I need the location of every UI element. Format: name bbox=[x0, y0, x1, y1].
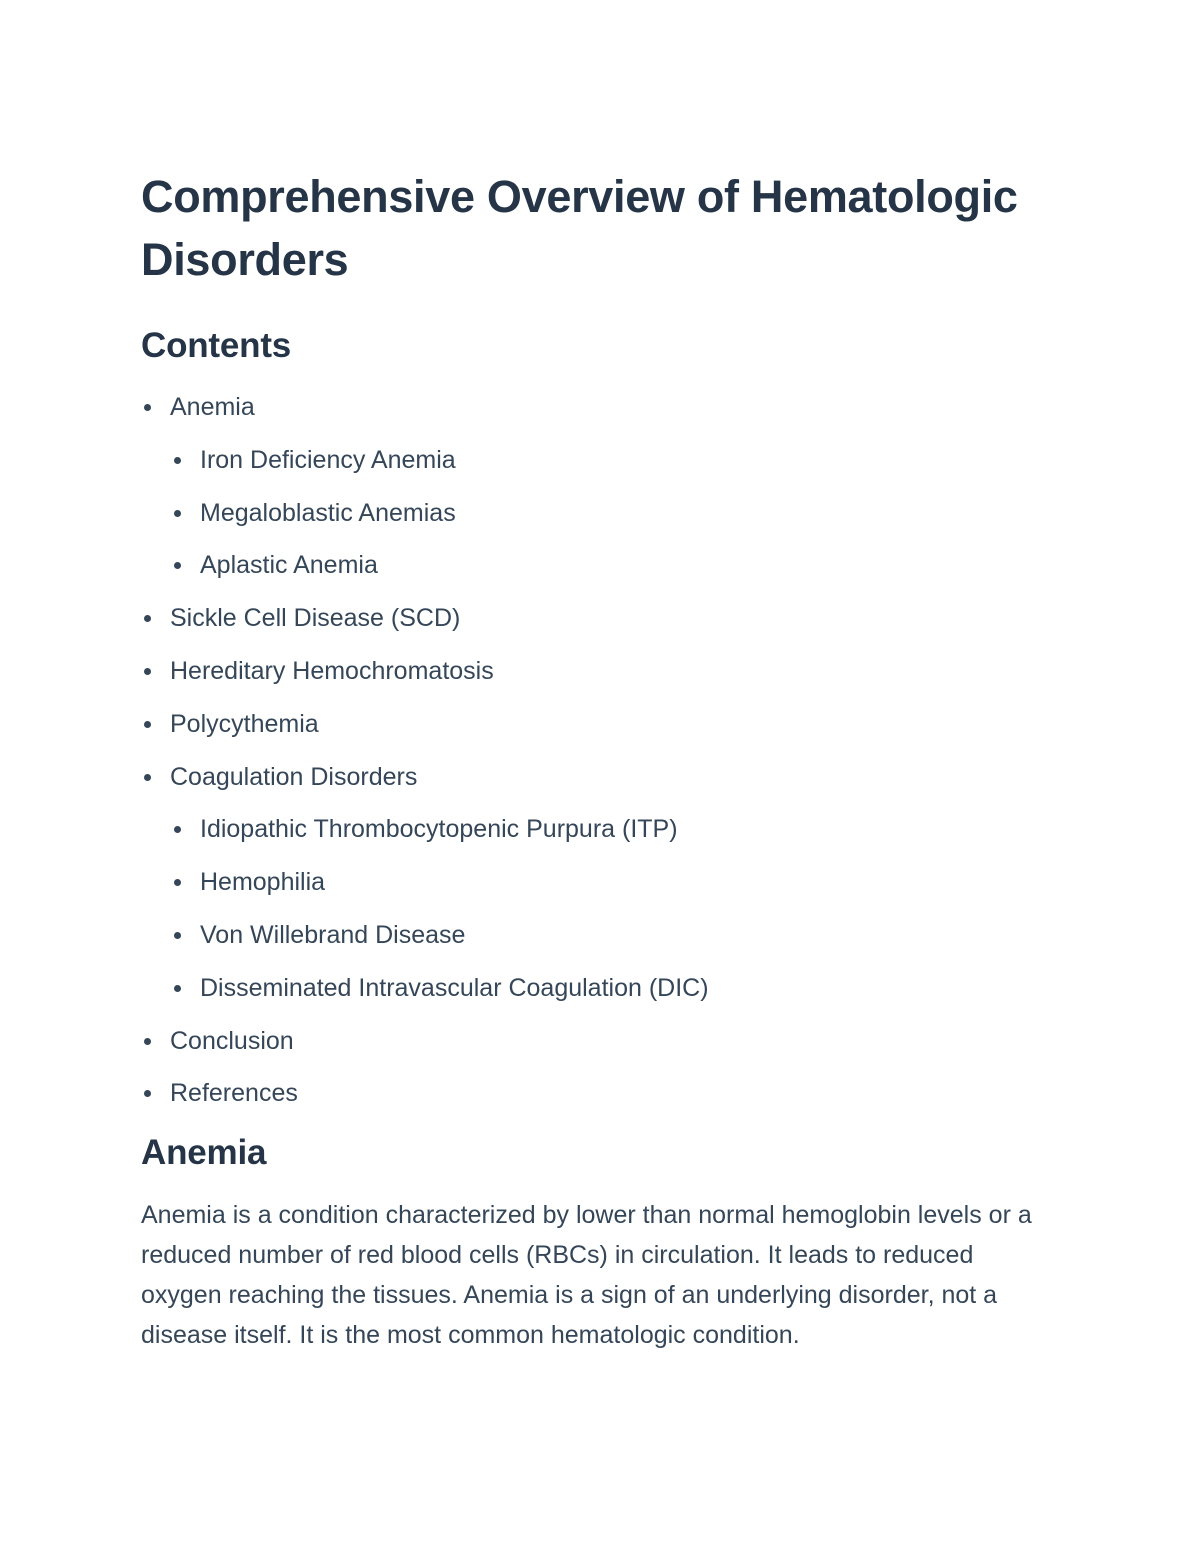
toc-item-iron-deficiency-anemia[interactable] bbox=[141, 445, 1061, 475]
bullet-icon bbox=[144, 615, 151, 622]
bullet-icon bbox=[144, 1038, 151, 1045]
toc-link[interactable]: Hereditary Hemochromatosis bbox=[170, 656, 494, 685]
document-page bbox=[141, 165, 1061, 1355]
toc-item-aplastic-anemia[interactable] bbox=[141, 550, 1061, 580]
table-of-contents bbox=[141, 392, 1061, 1108]
toc-link[interactable]: Conclusion bbox=[170, 1026, 294, 1055]
toc-link[interactable]: Von Willebrand Disease bbox=[200, 920, 466, 949]
toc-item-hemophilia[interactable] bbox=[141, 867, 1061, 897]
toc-item-megaloblastic-anemias[interactable] bbox=[141, 498, 1061, 528]
toc-link[interactable]: Coagulation Disorders bbox=[170, 762, 418, 791]
toc-item-references[interactable] bbox=[141, 1078, 1061, 1108]
anemia-section-heading: Anemia bbox=[141, 1133, 267, 1173]
toc-item-von-willebrand-disease[interactable] bbox=[141, 920, 1061, 950]
bullet-icon bbox=[174, 562, 181, 569]
toc-link[interactable]: Megaloblastic Anemias bbox=[200, 498, 456, 527]
toc-item-polycythemia[interactable] bbox=[141, 709, 1061, 739]
contents-heading: Contents bbox=[141, 326, 292, 365]
bullet-icon bbox=[144, 721, 151, 728]
toc-link[interactable]: Polycythemia bbox=[170, 709, 319, 738]
toc-link[interactable]: Aplastic Anemia bbox=[200, 551, 378, 580]
toc-item-anemia[interactable] bbox=[141, 392, 1061, 422]
toc-link[interactable]: Disseminated Intravascular Coagulation (DIC) bbox=[200, 973, 709, 1002]
bullet-icon bbox=[144, 774, 151, 781]
toc-item-sickle-cell-disease[interactable] bbox=[141, 603, 1061, 633]
bullet-icon bbox=[144, 1090, 151, 1097]
toc-link[interactable]: References bbox=[170, 1079, 298, 1108]
bullet-icon bbox=[144, 404, 151, 411]
toc-link[interactable]: Hemophilia bbox=[200, 868, 326, 897]
toc-item-dic[interactable] bbox=[141, 973, 1061, 1003]
toc-link[interactable]: Anemia bbox=[170, 393, 255, 421]
bullet-icon bbox=[174, 985, 181, 992]
toc-link[interactable]: Iron Deficiency Anemia bbox=[200, 445, 456, 474]
toc-item-conclusion[interactable] bbox=[141, 1026, 1061, 1056]
bullet-icon bbox=[174, 826, 181, 833]
bullet-icon bbox=[174, 932, 181, 939]
bullet-icon bbox=[144, 668, 151, 675]
toc-item-itp[interactable] bbox=[141, 814, 1061, 844]
bullet-icon bbox=[174, 510, 181, 517]
toc-link[interactable]: Sickle Cell Disease (SCD) bbox=[170, 604, 461, 633]
toc-link[interactable]: Idiopathic Thrombocytopenic Purpura (ITP) bbox=[200, 815, 678, 844]
toc-item-hereditary-hemochromatosis[interactable] bbox=[141, 656, 1061, 686]
toc-item-coagulation-disorders[interactable] bbox=[141, 762, 1061, 792]
bullet-icon bbox=[174, 879, 181, 886]
anemia-paragraph: Anemia is a condition characterized by lower than normal hemoglobin levels or a reduced number of red blood cells (RBCs) in circulation. It leads to reduced oxygen reaching the tissues. Anemia is a sign of an underlying disorder, not a disease itself. It is the most common hematologic condition. bbox=[141, 1201, 1032, 1350]
document-title: Comprehensive Overview of Hematologic Disorders bbox=[141, 171, 1018, 285]
bullet-icon bbox=[174, 457, 181, 464]
